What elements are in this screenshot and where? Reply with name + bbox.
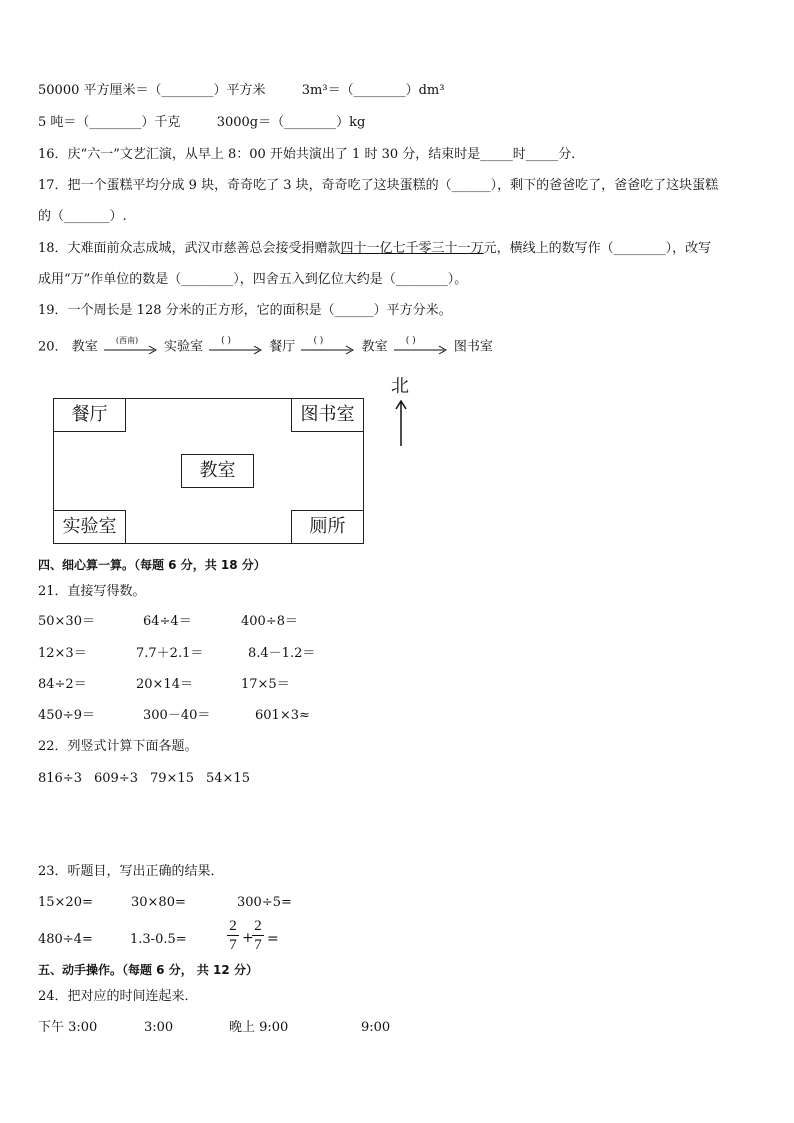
q23-item: 480÷4= [38,932,93,947]
path-arrow-4 [392,338,450,356]
fraction-1-numerator: 2 [229,918,237,934]
school-map [53,398,364,544]
question-19: 19．一个周长是 128 分米的正方形，它的面积是（______）平方分米。 [38,303,452,318]
right-arrow-icon [299,338,357,356]
path-arrow-2 [207,338,265,356]
fraction-1 [227,918,239,953]
question-18-line-2: 成用“万”作单位的数是（________），四舍五入到亿位大约是（________）。 [38,272,468,287]
q24-time-item: 晚上 9:00 [229,1020,289,1035]
question-17-line-1: 17．把一个蛋糕平均分成 9 块，奇奇吃了 3 块，奇奇吃了这块蛋糕的（______），剩下的爸爸吃了，爸爸吃了这块蛋糕 [38,178,719,193]
q21-item: 8.4－1.2＝ [248,646,316,661]
q21-item: 7.7＋2.1＝ [136,646,204,661]
path-arrow-3 [299,338,357,356]
room-restroom: 厕所 [291,510,364,544]
question-17-line-2: 的（_______）. [38,209,127,224]
fraction-equals: = [267,931,279,947]
q21-item: 601×3≈ [255,708,310,723]
fraction-2-numerator: 2 [254,918,262,934]
arrow-label-2: ( ) [221,336,232,346]
right-arrow-icon [207,338,265,356]
q21-item: 50×30＝ [38,614,95,629]
conversion-gram: 3000g＝（________）kg [216,115,366,130]
question-24-prompt: 24．把对应的时间连起来． [38,989,198,1004]
question-20-path [38,338,493,357]
q23-item: 1.3-0.5= [130,932,187,947]
q21-item: 450÷9＝ [38,708,95,723]
q21-item: 64÷4＝ [143,614,192,629]
path-stop-1: 教室 [71,339,98,355]
path-stop-4: 教室 [361,339,388,355]
q24-time-item: 下午 3:00 [38,1020,98,1035]
conversion-row-2 [38,114,365,132]
room-classroom: 教室 [181,454,254,488]
arrow-label-3: ( ) [313,336,324,346]
right-arrow-icon [102,338,160,356]
conversion-area: 50000 平方厘米＝（________）平方米 [38,83,266,98]
q23-item: 15×20= [38,895,93,910]
north-label: 北 [391,376,409,397]
question-22-prompt: 22．列竖式计算下面各题。 [38,739,198,754]
right-arrow-icon [392,338,450,356]
arrow-label-4: ( ) [405,336,416,346]
q20-number: 20． [38,339,68,355]
q22-item: 609÷3 [94,771,138,786]
q24-time-item: 3:00 [144,1020,174,1035]
arrow-label-1: (西南) [115,336,139,345]
question-18-line-1 [38,240,711,258]
q21-item: 12×3＝ [38,646,87,661]
q18-text-post: 元，横线上的数写作（________），改写 [483,241,712,256]
q22-item: 816÷3 [38,771,82,786]
question-16: 16．庆“六一”文艺汇演，从早上 8：00 开始共演出了 1 时 30 分，结束时是_____时_____分． [38,147,585,162]
q18-text-pre: 18．大难面前众志成城，武汉市慈善总会接受捐赠款 [38,241,341,256]
room-library: 图书室 [291,398,364,432]
fraction-expression [227,918,287,960]
path-stop-3: 餐厅 [269,339,296,355]
north-arrow-icon [393,398,409,448]
conversion-row-1 [38,82,444,100]
q23-item: 30×80= [131,895,186,910]
q21-item: 17×5＝ [241,677,290,692]
q18-underlined-number: 四十一亿七千零三十一万 [340,241,484,256]
room-lab: 实验室 [53,510,126,544]
fraction-1-denominator: 7 [229,937,237,953]
conversion-volume: 3m³＝（________）dm³ [301,83,445,98]
q21-item: 20×14＝ [136,677,193,692]
q24-time-item: 9:00 [361,1020,391,1035]
section-4-title: 四、细心算一算。（每题 6 分，共 18 分） [38,558,266,572]
fraction-2 [252,918,264,953]
q23-item: 300÷5= [237,895,292,910]
conversion-ton: 5 吨＝（________）千克 [38,115,181,130]
q21-item: 300－40＝ [143,708,211,723]
fraction-operator: + [242,930,254,946]
path-arrow-1 [102,338,160,356]
section-5-title: 五、动手操作。（每题 6 分， 共 12 分） [38,963,258,977]
q22-item: 54×15 [206,771,250,786]
room-canteen: 餐厅 [53,398,126,432]
path-stop-5: 图书室 [453,339,493,355]
question-23-prompt: 23．听题目，写出正确的结果． [38,864,224,879]
question-21-prompt: 21．直接写得数。 [38,584,146,599]
q21-item: 400÷8＝ [241,614,298,629]
q22-item: 79×15 [150,771,194,786]
fraction-2-denominator: 7 [254,937,262,953]
path-stop-2: 实验室 [163,339,203,355]
q21-item: 84÷2＝ [38,677,87,692]
